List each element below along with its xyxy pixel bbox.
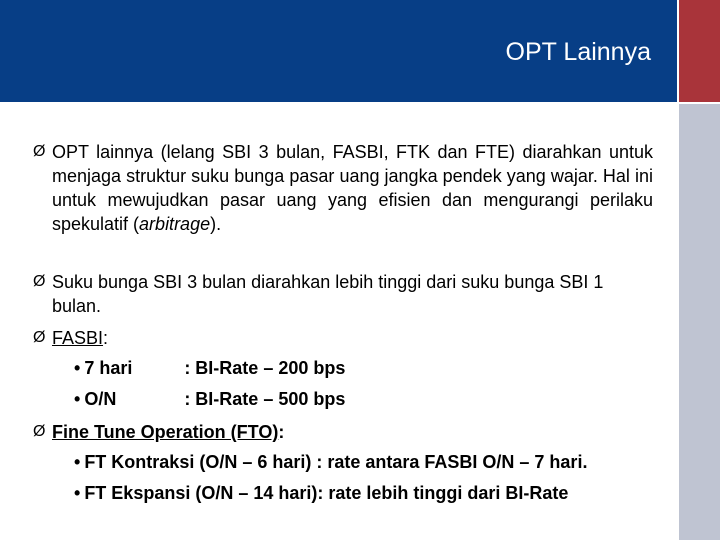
bullet-heading [52,420,653,444]
dot-bullet-icon: • [74,483,81,503]
bullet-heading-suffix: : [103,328,109,348]
bullet-item-fasbi [33,326,653,350]
sub-item-fasbi-7hari [74,356,345,380]
bullet-item-opt [33,140,653,236]
arrow-bullet-icon: Ø [33,423,46,440]
sub-item-ft-ekspansi [74,481,568,505]
bullet-item-fto [33,420,653,444]
sub-item-key: 7 hari [84,358,133,378]
bullet-text-main: OPT lainnya (lelang SBI 3 bulan, FASBI, FTK dan FTE) diarahkan untuk menjaga struktur suku bunga pasar uang jangka pendek yang wajar. Hal ini untuk mewujudkan pasar uang yang efisien dan mengurangi perilaku spekulatif ( [52,142,653,234]
bullet-heading-underlined: FASBI [52,328,104,348]
sub-item-key: O/N [84,389,117,409]
bullet-heading [52,326,653,350]
sub-item-fasbi-on [74,387,345,411]
side-bar [679,104,720,540]
sub-item-text: FT Ekspansi (O/N – 14 hari): rate lebih tinggi dari BI-Rate [84,483,569,503]
arrow-bullet-icon: Ø [33,143,46,160]
dot-bullet-icon: • [74,358,81,378]
sub-item-ft-kontraksi [74,450,587,474]
dot-bullet-icon: • [74,389,81,409]
bullet-heading-underlined: Fine Tune Operation (FTO) [52,422,279,442]
arrow-bullet-icon: Ø [33,273,46,290]
arrow-bullet-icon: Ø [33,329,46,346]
bullet-text-italic: arbitrage [139,214,211,234]
title-bar [0,0,677,102]
bullet-text [52,140,653,236]
bullet-item-sbi [33,270,653,318]
sub-item-value: : BI-Rate – 500 bps [184,389,346,409]
slide-title: OPT Lainnya [505,38,651,66]
bullet-text-end: ). [210,214,222,234]
bullet-text: Suku bunga SBI 3 bulan diarahkan lebih tinggi dari suku bunga SBI 1 bulan. [52,272,604,316]
sub-item-value: : BI-Rate – 200 bps [184,358,346,378]
accent-block [679,0,720,102]
dot-bullet-icon: • [74,452,81,472]
sub-item-text: FT Kontraksi (O/N – 6 hari) : rate antara FASBI O/N – 7 hari. [84,452,588,472]
bullet-heading-suffix: : [278,422,285,442]
